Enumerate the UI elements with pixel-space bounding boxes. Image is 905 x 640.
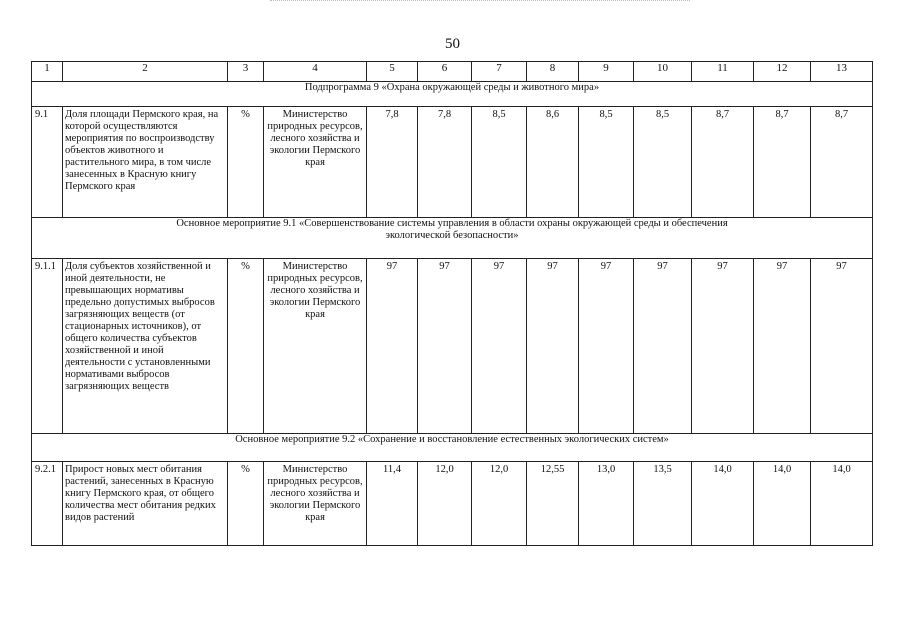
- unit-cell: %: [228, 259, 264, 434]
- value-cell: 8,5: [634, 107, 692, 218]
- value-cell: 12,0: [418, 462, 472, 546]
- row-number: 9.2.1: [32, 462, 63, 546]
- value-cell: 97: [634, 259, 692, 434]
- indicator-name: Доля субъектов хозяйственной и иной деятельности, не превышающих нормативы предельно допустимых выбросов загрязняющих веществ (от стационарных источников), от общего количества субъектов хозяйственной и иной деятельности с установленными нормативами выбросов загрязняющих веществ: [63, 259, 228, 434]
- column-header: 3: [228, 62, 264, 82]
- table-row: [32, 107, 873, 218]
- indicator-name: Прирост новых мест обитания растений, занесенных в Красную книгу Пермского края, от общего количества мест обитания редких видов растений: [63, 462, 228, 546]
- value-cell: 97: [472, 259, 527, 434]
- row-number: 9.1.1: [32, 259, 63, 434]
- value-cell: 14,0: [754, 462, 811, 546]
- column-header: 11: [692, 62, 754, 82]
- value-cell: 97: [367, 259, 418, 434]
- value-cell: 97: [527, 259, 579, 434]
- value-cell: 97: [754, 259, 811, 434]
- column-header: 2: [63, 62, 228, 82]
- indicators-table: [31, 61, 873, 546]
- value-cell: 8,7: [811, 107, 873, 218]
- table-row: [32, 462, 873, 546]
- value-cell: 14,0: [692, 462, 754, 546]
- responsible-executor: Министерство природных ресурсов, лесного хозяйства и экологии Пермского края: [264, 107, 367, 218]
- value-cell: 12,55: [527, 462, 579, 546]
- column-header: 5: [367, 62, 418, 82]
- value-cell: 11,4: [367, 462, 418, 546]
- indicator-name: Доля площади Пермского края, на которой осуществляются мероприятия по воспроизводству объектов животного и растительного мира, в том числе занесенных в Красную книгу Пермского края: [63, 107, 228, 218]
- value-cell: 7,8: [418, 107, 472, 218]
- value-cell: 7,8: [367, 107, 418, 218]
- value-cell: 8,5: [579, 107, 634, 218]
- column-header: 6: [418, 62, 472, 82]
- value-cell: 97: [579, 259, 634, 434]
- section-header-row: [32, 82, 873, 107]
- responsible-executor: Министерство природных ресурсов, лесного хозяйства и экологии Пермского края: [264, 259, 367, 434]
- section-title: Основное мероприятие 9.2 «Сохранение и восстановление естественных экологических систем»: [32, 434, 873, 462]
- section-title: Основное мероприятие 9.1 «Совершенствование системы управления в области охраны окружающей среды и обеспечения экологической безопасности»: [32, 218, 873, 259]
- column-header: 9: [579, 62, 634, 82]
- section-header-row: [32, 434, 873, 462]
- column-header: 10: [634, 62, 692, 82]
- page-number: 50: [445, 36, 460, 52]
- unit-cell: %: [228, 462, 264, 546]
- value-cell: 13,5: [634, 462, 692, 546]
- table-header-row: [32, 62, 873, 82]
- value-cell: 8,7: [754, 107, 811, 218]
- value-cell: 97: [418, 259, 472, 434]
- unit-cell: %: [228, 107, 264, 218]
- section-header-row: [32, 218, 873, 259]
- section-title: Подпрограмма 9 «Охрана окружающей среды и животного мира»: [32, 82, 873, 107]
- value-cell: 14,0: [811, 462, 873, 546]
- column-header: 1: [32, 62, 63, 82]
- table-row: [32, 259, 873, 434]
- value-cell: 8,7: [692, 107, 754, 218]
- scan-top-artifact: [270, 0, 690, 3]
- value-cell: 8,5: [472, 107, 527, 218]
- row-number: 9.1: [32, 107, 63, 218]
- column-header: 4: [264, 62, 367, 82]
- value-cell: 97: [811, 259, 873, 434]
- value-cell: 97: [692, 259, 754, 434]
- column-header: 8: [527, 62, 579, 82]
- column-header: 7: [472, 62, 527, 82]
- value-cell: 8,6: [527, 107, 579, 218]
- column-header: 13: [811, 62, 873, 82]
- column-header: 12: [754, 62, 811, 82]
- value-cell: 12,0: [472, 462, 527, 546]
- responsible-executor: Министерство природных ресурсов, лесного хозяйства и экологии Пермского края: [264, 462, 367, 546]
- value-cell: 13,0: [579, 462, 634, 546]
